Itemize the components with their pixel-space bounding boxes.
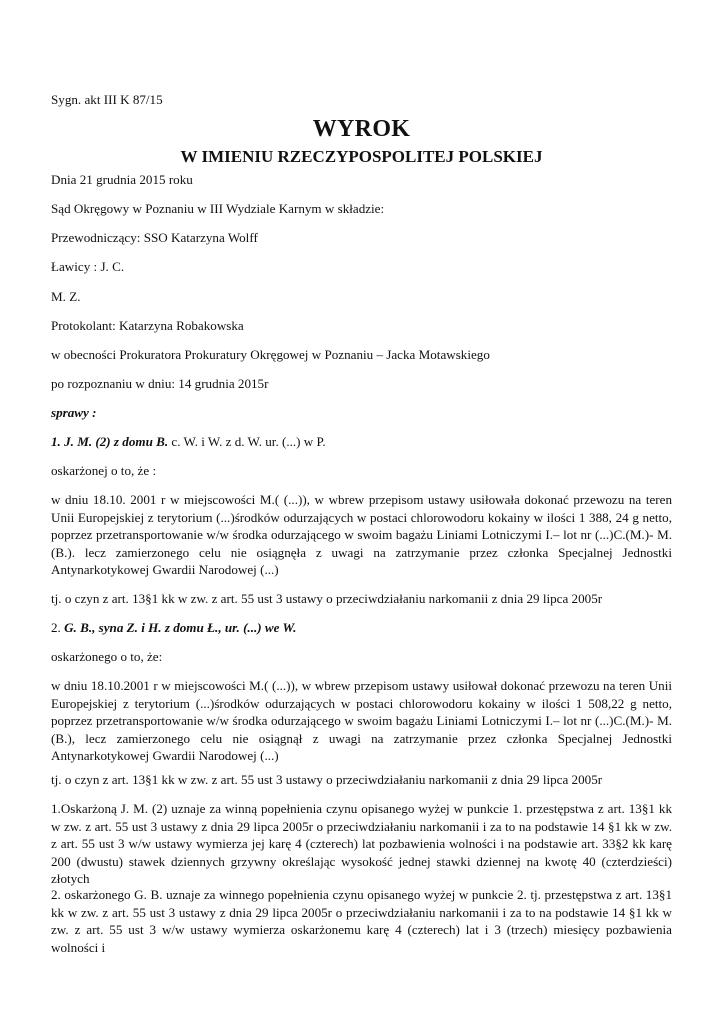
defendant-1-accused: oskarżonej o to, że : [51, 463, 157, 478]
court-clerk: Protokolant: Katarzyna Robakowska [51, 318, 244, 333]
verdict-point-2: 2. oskarżonego G. B. uznaje za winnego popełnienia czynu opisanego wyżej w punkcie 2. tj. przestępstwa z art. 13§1 kk w zw. z art. 55 ust 3 ustawy z dnia 29 lipca 2005r o przeciwdziałaniu narkomanii i za to na podstawie 14 §1 kk w zw. z art. 55 ust 3 w/w ustawy wymierza oskarżonemu karę 4 (czterech) lat i 3 (trzech) miesięcy pozbawienia wolności i [51, 887, 672, 955]
document-title: WYROK [312, 116, 411, 142]
defendant-1-name: 1. J. M. (2) z domu B. [51, 434, 169, 449]
defendant-2-charge: w dniu 18.10.2001 r w miejscowości M.( (...)), w wbrew przepisom ustawy usiłował dokonać przewozu na teren Unii Europejskiej z terytorium (...)środków odurzających w postaci chlorowodoru kokainy w ilości 1 508,22 g netto, poprzez przetransportowanie w/w środka odurzającego w swoim bagażu Liniami Lotniczymi I.– lot nr (...)C.(M.)- M.(B.), lecz zamierzonego celu nie osiągnął z uwagi na zatrzymanie przez członka Specjalnej Jednostki Antynarkotykowej Gwardii Narodowej (...) [51, 678, 672, 764]
hearing-date: po rozpoznaniu w dniu: 14 grudnia 2015r [51, 376, 269, 391]
prosecutor-presence: w obecności Prokuratora Prokuratury Okręgowej w Poznaniu – Jacka Motawskiego [51, 347, 490, 362]
defendant-2-legal-basis: tj. o czyn z art. 13§1 kk w zw. z art. 55 ust 3 ustawy o przeciwdziałaniu narkomanii z dnia 29 lipca 2005r [51, 772, 603, 787]
document-subtitle: W IMIENIU RZECZYPOSPOLITEJ POLSKIEJ [180, 147, 543, 166]
defendant-2-accused: oskarżonego o to, że: [51, 649, 163, 664]
defendant-2-number: 2. [51, 620, 65, 635]
defendant-1-details: c. W. i W. z d. W. ur. (...) w P. [168, 434, 326, 449]
court-composition: Sąd Okręgowy w Poznaniu w III Wydziale Karnym w składzie: [51, 201, 385, 216]
defendant-1-charge: w dniu 18.10. 2001 r w miejscowości M.( (...)), w wbrew przepisom ustawy usiłowała dokonać przewozu na teren Unii Europejskiej z terytorium (...)środków odurzających w postaci chlorowodoru kokainy w ilości 1 388, 24 g netto, poprzez przetransportowanie w/w środka odurzającego w swoim bagażu Liniami Lotniczymi I.– lot nr (...)C.(M.)- M.(B.). lecz zamierzonego celu nie osiągnęła z uwagi na zatrzymanie przez członka Specjalnej Jednostki Antynarkotykowej Gwardii Narodowej (...) [51, 492, 672, 578]
cases-heading: sprawy : [51, 405, 97, 420]
presiding-judge: Przewodniczący: SSO Katarzyna Wolff [51, 230, 258, 245]
defendant-2-name: G. B., syna Z. i H. z domu Ł., ur. (...) we W. [64, 620, 297, 635]
defendant-1-heading [51, 433, 672, 451]
case-signature: Sygn. akt III K 87/15 [51, 92, 163, 107]
verdict-point-1: 1.Oskarżoną J. M. (2) uznaje za winną popełnienia czynu opisanego wyżej w punkcie 1. przestępstwa z art. 13§1 kk w zw. z art. 55 ust 3 ustawy z dnia 29 lipca 2005r o przeciwdziałaniu narkomanii i za to na podstawie 14 §1 kk w zw. z art. 55 ust 3 w/w ustawy wymierza jej karę 4 (czterech) lat pozbawienia wolności i na podstawie art. 33§2 kk karę 200 (dwustu) stawek dziennych grzywny określając wysokość jednej stawki dziennej na kwotę 40 (czterdzieści) złotych [51, 801, 672, 887]
defendant-1-legal-basis: tj. o czyn z art. 13§1 kk w zw. z art. 55 ust 3 ustawy o przeciwdziałaniu narkomanii z dnia 29 lipca 2005r [51, 591, 603, 606]
lay-judge-second: M. Z. [51, 289, 81, 304]
judgment-date: Dnia 21 grudnia 2015 roku [51, 172, 193, 187]
lay-judges: Ławicy : J. C. [51, 259, 125, 274]
defendant-2-heading [51, 619, 672, 637]
